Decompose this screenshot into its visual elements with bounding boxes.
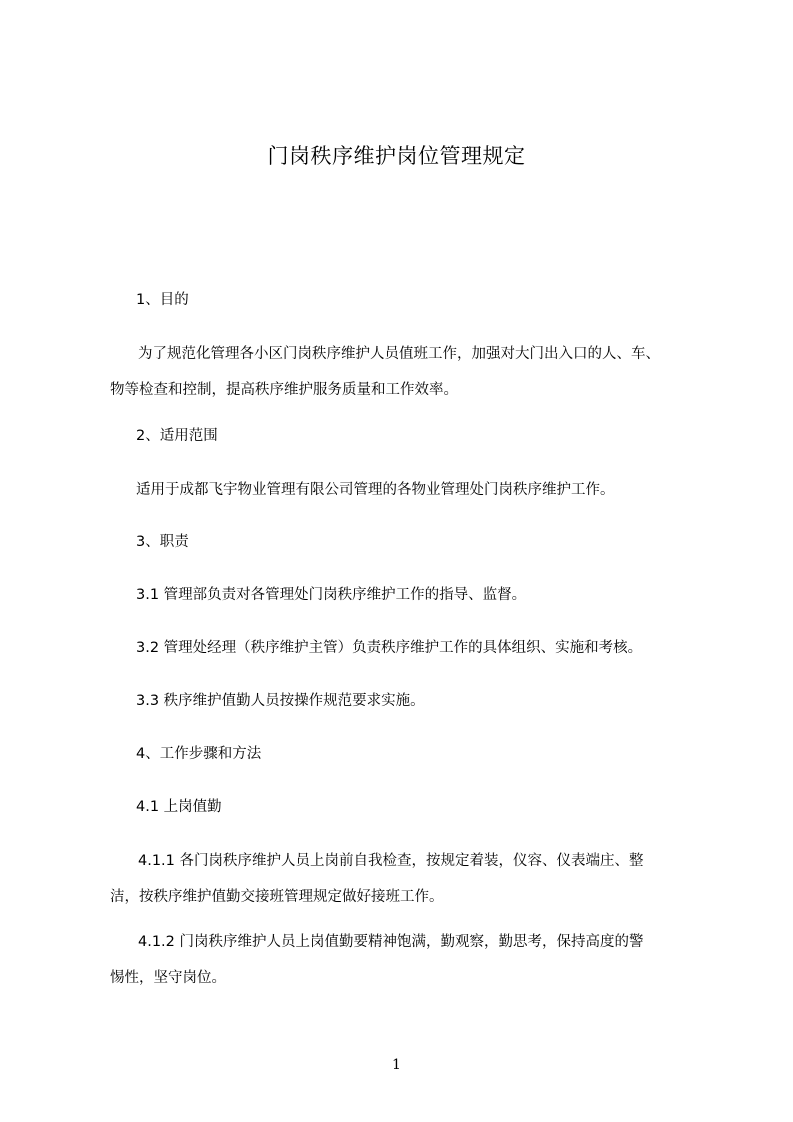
section-4-1-2-line-1: 4.1.2 门岗秩序维护人员上岗值勤要精神饱满，勤观察，勤思考，保持高度的警 bbox=[138, 934, 644, 950]
section-4-1-1 bbox=[110, 851, 688, 907]
section-2-heading: 2、适用范围 bbox=[136, 428, 218, 444]
section-4-1-2-line-2: 惕性，坚守岗位。 bbox=[110, 970, 226, 986]
section-4-1-heading: 4.1 上岗值勤 bbox=[136, 799, 222, 815]
section-3-1: 3.1 管理部负责对各管理处门岗秩序维护工作的指导、监督。 bbox=[136, 587, 527, 603]
section-1-body-line-1: 为了规范化管理各小区门岗秩序维护人员值班工作，加强对大门出入口的人、车、 bbox=[138, 346, 660, 362]
section-4-1-1-line-1: 4.1.1 各门岗秩序维护人员上岗前自我检查，按规定着装，仪容、仪表端庄、整 bbox=[138, 853, 644, 869]
section-1-body-line-2: 物等检查和控制，提高秩序维护服务质量和工作效率。 bbox=[110, 382, 458, 398]
section-3-3: 3.3 秩序维护值勤人员按操作规范要求实施。 bbox=[136, 693, 425, 709]
section-4-1-1-line-2: 洁，按秩序维护值勤交接班管理规定做好接班工作。 bbox=[110, 889, 444, 905]
page-title: 门岗秩序维护岗位管理规定 bbox=[267, 144, 526, 168]
section-1-heading: 1、目的 bbox=[136, 292, 189, 308]
section-4-heading: 4、工作步骤和方法 bbox=[136, 746, 262, 762]
section-2-body: 适用于成都飞宇物业管理有限公司管理的各物业管理处门岗秩序维护工作。 bbox=[136, 482, 615, 498]
section-1-body bbox=[110, 344, 688, 400]
section-3-2: 3.2 管理处经理（秩序维护主管）负责秩序维护工作的具体组织、实施和考核。 bbox=[136, 640, 643, 656]
section-4-1-2 bbox=[110, 932, 688, 988]
page-number: 1 bbox=[392, 1057, 401, 1073]
section-3-heading: 3、职责 bbox=[136, 534, 189, 550]
